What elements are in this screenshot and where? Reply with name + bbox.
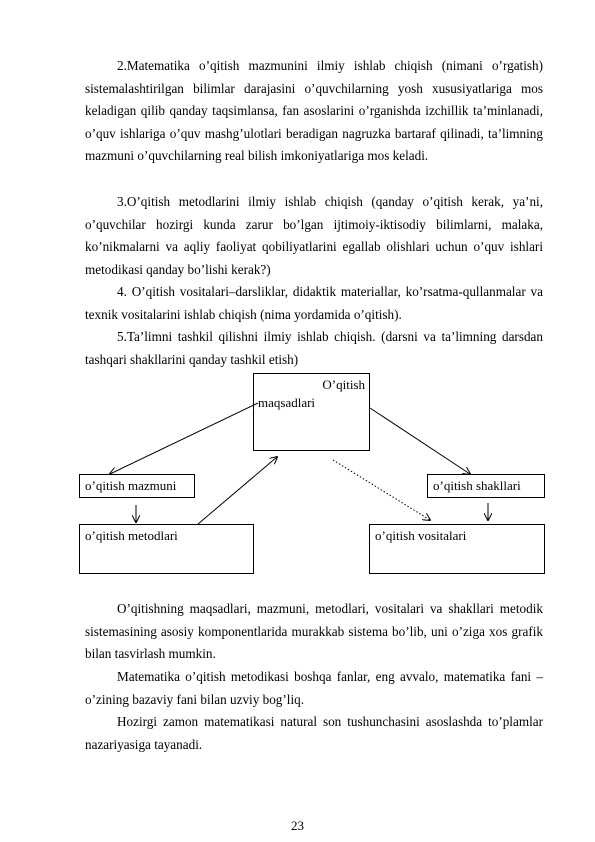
content-label: o’qitish mazmuni [85, 478, 177, 493]
paragraph-komponentlar: O’qitishning maqsadlari, mazmuni, metodlari, vositalari va shakllari metodik sistemasining asosiy komponentlarida murakkab sistema bo’lib, uni o’ziga xos grafik bilan tasvirlash mumkin. [85, 601, 543, 662]
paragraph-vositalar: 4. O’qitish vositalari–darsliklar, didaktik materiallar, ko’rsatma-qullanmalar va texnik vositalarini ishlab chiqish (nima yordamida o’qitish). [85, 284, 543, 322]
arrow-methods-to-goals [198, 457, 277, 524]
paragraph-metodlar: 3.O’qitish metodlarini ilmiy ishlab chiqish (qanday o’qitish kerak, ya’ni, o’quvchilar hozirgi kunda zarur bo’lgan ijtimoiy-iktisodiy bilimlarni, malaka, ko’nikmalarni va aqliy faoliyat qobiliyatlarini egallab olishlari uchun o’quv ishlari metodikasi qanday bo’lishi kerak?) [85, 194, 543, 277]
arrow-goals-to-content [110, 403, 258, 474]
paragraph-tashkil: 5.Ta’limni tashkil qilishni ilmiy ishlab chiqish. (darsni va ta’limning darsdan tashqari shakllarini qanday tashkil etish) [85, 329, 543, 367]
methods-box [79, 524, 254, 574]
goals-box [253, 373, 370, 451]
goals-label-line2: maqsadlari [258, 395, 316, 410]
arrow-goals-to-means [333, 460, 430, 520]
paragraph-tuplamlar: Hozirgi zamon matematikasi natural son tushunchasini asoslashda to’plamlar nazariyasiga tayanadi. [85, 714, 543, 752]
means-label: o’qitish vositalari [375, 528, 467, 543]
arrow-goals-to-forms [370, 408, 470, 474]
paragraph-mazmun: 2.Matematika o’qitish mazmunini ilmiy ishlab chiqish (nimani o’rgatish) sistemalashtirilgan bilimlar darajasini o’quvchilarning yosh xususiyatlariga mos keladigan qilib qanday taqsimlansa, fan asoslarini o’rganishda izchillik ta’minlanadi, o’quv ishlariga o’quv mashg’ulotlari beradigan nagruzka bartaraf qilinadi, ta’limning mazmuni o’quvchilarning real bilish imkoniyatlariga mos keladi. [85, 58, 543, 164]
forms-box [427, 474, 545, 498]
page-number: 23 [291, 818, 304, 833]
methods-label: o’qitish metodlari [85, 528, 178, 543]
goals-label-line1: O’qitish [322, 377, 365, 392]
forms-label: o’qitish shakllari [433, 478, 521, 493]
means-box [369, 524, 545, 574]
paragraph-bazaviy-fan: Matematika o’qitish metodikasi boshqa fanlar, eng avvalo, matematika fani – o’zining bazaviy fani bilan uzviy bog’liq. [85, 669, 543, 707]
content-box [79, 474, 195, 498]
